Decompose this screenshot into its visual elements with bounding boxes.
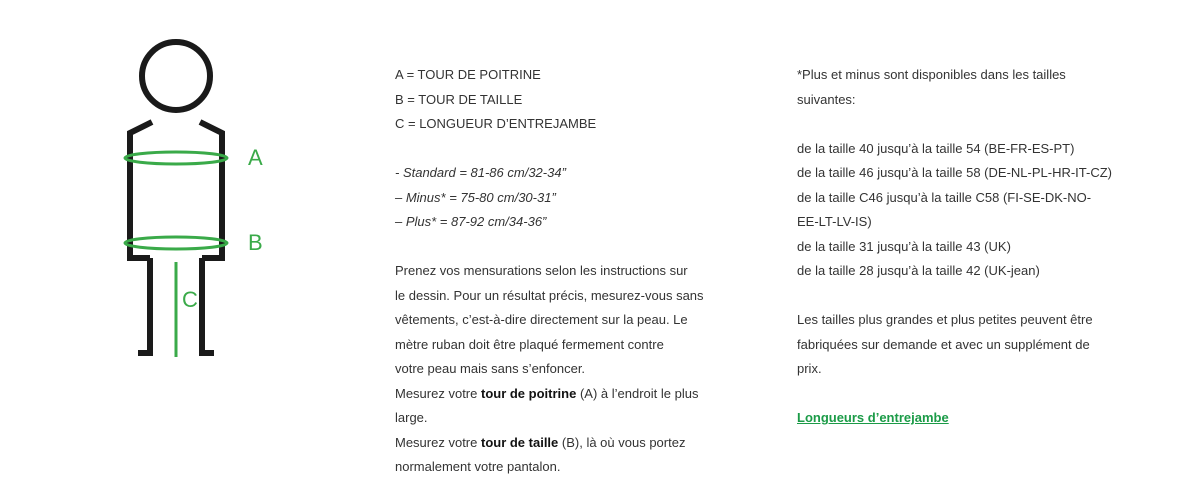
custom-size-note: prix. [797, 361, 822, 376]
legend-a: A = TOUR DE POITRINE [395, 67, 541, 82]
legend-b: B = TOUR DE TAILLE [395, 91, 523, 107]
custom-size-note: fabriquées sur demande et avec un supplément de [797, 336, 1090, 352]
availability-intro-cont: suivantes: [797, 91, 856, 107]
chest-measure-ellipse [125, 152, 227, 164]
body-outline-figure [100, 30, 290, 370]
label-b: B [248, 230, 263, 255]
availability-intro: *Plus et minus sont disponibles dans les tailles [797, 67, 1066, 82]
size-availability-column [797, 63, 1172, 431]
size-range: de la taille 31 jusqu’à la taille 43 (UK) [797, 238, 1011, 254]
size-range: de la taille 46 jusqu’à la taille 58 (DE-NL-PL-HR-IT-CZ) [797, 165, 1113, 180]
custom-size-note: Les tailles plus grandes et plus petites peuvent être [797, 312, 1093, 327]
measurement-diagram [100, 30, 290, 370]
size-plus: – Plus* = 87-92 cm/34-36” [395, 214, 547, 229]
size-range: de la taille 28 jusqu’à la taille 42 (UK-jean) [797, 263, 1040, 278]
instruction-line: mètre ruban doit être plaqué fermement contre [395, 336, 664, 352]
leg-right-outline [202, 258, 214, 353]
waist-measure-ellipse [125, 237, 227, 249]
instruction-line: vêtements, c’est-à-dire directement sur la peau. Le [395, 312, 688, 327]
waist-instruction: Mesurez votre tour de taille (B), là où vous portez [395, 434, 686, 450]
label-a: A [248, 145, 263, 170]
size-range: de la taille C46 jusqu’à la taille C58 (FI-SE-DK-NO- [797, 189, 1092, 205]
instruction-line: le dessin. Pour un résultat précis, mesurez-vous sans [395, 287, 704, 303]
legend-c: C = LONGUEUR D’ENTREJAMBE [395, 116, 597, 131]
chest-term: tour de poitrine [480, 385, 577, 401]
waist-instruction-cont: normalement votre pantalon. [395, 459, 561, 474]
leg-left-outline [138, 258, 150, 353]
head-outline [142, 42, 210, 110]
label-c: C [182, 287, 198, 312]
waist-term: tour de taille [480, 434, 559, 450]
size-minus: – Minus* = 75-80 cm/30-31” [395, 189, 556, 205]
instruction-line: Prenez vos mensurations selon les instructions sur [395, 263, 688, 278]
chest-instruction: Mesurez votre tour de poitrine (A) à l’endroit le plus [395, 385, 699, 401]
inseam-lengths-link[interactable]: Longueurs d’entrejambe [797, 410, 949, 425]
measurement-instructions-column [395, 63, 770, 480]
size-range-cont: EE-LT-LV-IS) [797, 214, 872, 229]
chest-instruction-cont: large. [395, 410, 428, 425]
instruction-line: votre peau mais sans s’enfoncer. [395, 361, 586, 376]
size-standard: - Standard = 81-86 cm/32-34” [395, 165, 566, 180]
size-range: de la taille 40 jusqu’à la taille 54 (BE-FR-ES-PT) [797, 140, 1075, 156]
